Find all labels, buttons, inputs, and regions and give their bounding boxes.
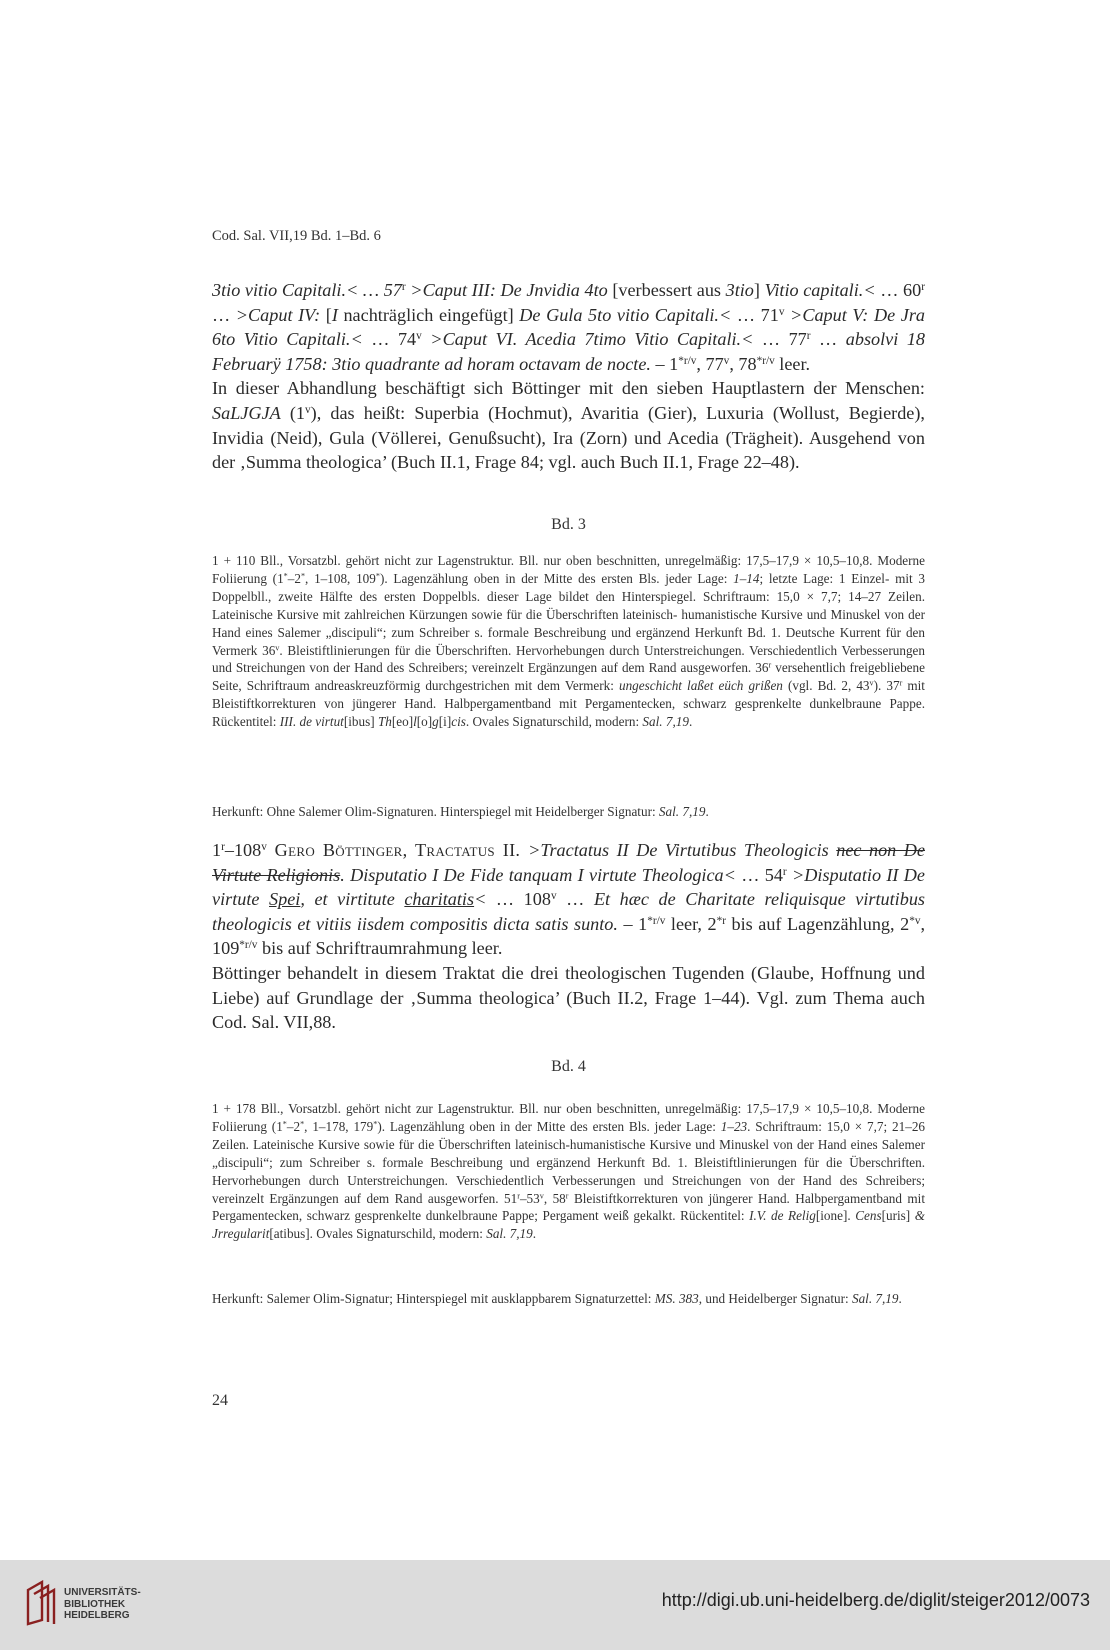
volume-3-incipit-text: 1$^r$–108$^v$ Gero Böttinger, Tractatus II. >Tractatus II De Virtutibus Theologicis nec non De Virtute Religionis. Disputatio I De Fide tanquam I virtute Theologica< … $54^r$ >Disputatio II De virtute Spei, et virtitute charitatis< … 108$^v$ … Et hæc de Charitate reliquisque virtutibus theologicis et vitiis iisdem compositis dicta satis sunto. – $1^{*r/v}$ leer, 2$^{*r}$ bis auf Lagenzählung, 2$^{*v}$, $109^{*r/v}$ bis auf Schriftraumrahmung leer. xyxy=(212,840,926,959)
library-logo-text[interactable]: UNIVERSITÄTS- BIBLIOTHEK HEIDELBERG xyxy=(64,1587,141,1621)
volume-3-heading: Bd. 3 xyxy=(551,516,586,533)
volume-3-content-paragraph xyxy=(212,838,925,1035)
volume-4-description: 1 + 178 Bll., Vorsatzbl. gehört nicht zur Lagenstruktur. Bll. nur oben beschnitten, unregelmäßig: 17,5–17,9 × 10,5–10,8. Moderne Foliierung (1*–2*, 1–178, 179*). Lagenzählung oben in der Mitte des ersten Bls. jeder Lage: 1–23. Schriftraum: 15,0 × 7,7; 21–26 Zeilen. Lateinische Kursive sowie für die Überschriften lateinisch-humanistische Kursive und Minuskel von der Hand eines Salemer „discipuli“; zum Schreiber s. formale Beschreibung und ergänzend Herkunft Bd. 1. Bleistiftlinierungen für die Überschriften. Hervorhebungen durch Unterstreichungen. Verschiedentlich Verbesserungen und Streichungen von der Hand des Schreibers; vereinzelt Ergänzungen auf dem Rand ausgeworfen. 51$^r$–53$^v$, 58$^r$ Bleistiftkorrekturen von jüngerer Hand. Halbpergamentband mit Pergamentecken, schwarz gesprenkelte dunkelbraune Pappe; Pergament weiß gekalkt. Rückentitel: I.V. de Relig[ione]. Cens[uris] & Jrregularit[atibus]. Ovales Signaturschild, modern: Sal. 7,19. xyxy=(212,1101,926,1242)
volume-3-summary-text: Böttinger behandelt in diesem Traktat die drei theologischen Tugenden (Glaube, Hoffnung und Liebe) auf Grundlage der ‚Summa theologica’ (Buch II.2, Frage 1–44). Vgl. zum Thema auch Cod. Sal. VII,88. xyxy=(212,962,925,1033)
volume-2-summary-text: In dieser Abhandlung beschäftigt sich Böttinger mit den sieben Hauptlastern der Menschen: SaLJGJA (1$^v$), das heißt: Superbia (Hochmut), Avaritia (Gier), Luxuria (Wollust, Begierde), Invidia (Neid), Gula (Völlerei, Genußsucht), Ira (Zorn) und Acedia (Trägheit). Ausgehend von der ‚Summa theologica’ (Buch II.1, Frage 84; vgl. auch Buch II.1, Frage 22–48). xyxy=(212,378,925,473)
author-title: Gero Böttinger, Tractatus II. xyxy=(266,840,529,860)
underlined-text: Spei xyxy=(269,889,301,910)
permalink-url[interactable]: http://digi.ub.uni-heidelberg.de/diglit/steiger2012/0073 xyxy=(661,1590,1090,1610)
library-footer-bar xyxy=(0,1560,1110,1650)
volume-2-incipit-text: 3tio vitio Capitali.< … $57^r$ >Caput III: De Jnvidia 4to [verbessert aus 3tio] Vitio capitali.< … 60$^r$ … >Caput IV: [I nachträglich eingefügt] De Gula 5to vitio Capitali.< … $71^v$ >Caput V: De Jra 6to Vitio Capitali.< … $74^v$ >Caput VI. Acedia 7timo Vitio Capitali.< … 77$^r$ … absolvi 18 Februarÿ 1758: 3tio quadrante ad horam octavam de nocte. – $1^{*r/v}$, 77$^v$, $78^{*r/v}$ leer. xyxy=(212,280,926,374)
volume-3-provenance: Herkunft: Ohne Salemer Olim-Signaturen. Hinterspiegel mit Heidelberger Signatur: Sal. 7,19. xyxy=(212,804,709,819)
volume-3-description: 1 + 110 Bll., Vorsatzbl. gehört nicht zur Lagenstruktur. Bll. nur oben beschnitten, unregelmäßig: 17,5–17,9 × 10,5–10,8. Moderne Foliierung (1*–2*, 1–108, 109*). Lagenzählung oben in der Mitte des ersten Bls. jeder Lage: 1–14; letzte Lage: 1 Einzel- mit 3 Doppelbll., zweite Hälfte des ersten Doppelbls. dieser Lage bildet den Hinterspiegel. Schriftraum: 15,0 × 7,7; 14–27 Zeilen. Lateinische Kursive mit zahlreichen Kürzungen sowie für die Überschriften lateinisch- humanistische Kursive und Minuskel von der Hand eines Salemer „discipuli“; zum Schreiber s. formale Beschreibung und ergänzend Herkunft Bd. 1. Deutsche Kurrent für den Vermerk 36$^v$. Bleistiftlinierungen für die Überschriften. Hervorhebungen durch Unterstreichungen. Verschiedentlich Verbesserungen und Streichungen von der Hand des Schreibers; vereinzelt Ergänzungen auf dem Rand ausgeworfen. 36$^r$ versehentlich freigebliebene Seite, Schriftraum andreaskreuzförmig durchgestrichen mit dem Vermerk: ungeschicht laßet eüch grißen (vgl. Bd. 2, 43$^v$). 37$^r$ mit Bleistiftkorrekturen von jüngerer Hand. Halbpergamentband mit Pergamentecken, schwarz gesprenkelte dunkelbraune Pappe. Rückentitel: III. de virtut[ibus] Th[eo]l[o]g[i]cis. Ovales Signaturschild, modern: Sal. 7,19. xyxy=(212,553,926,730)
ub-heidelberg-logo-icon[interactable] xyxy=(24,1580,58,1626)
volume-2-content-paragraph xyxy=(212,278,925,475)
running-head: Cod. Sal. VII,19 Bd. 1–Bd. 6 xyxy=(212,228,381,244)
struck-through-text: nec non De Virtute Religionis xyxy=(212,840,925,885)
page-number: 24 xyxy=(212,1392,228,1409)
volume-4-provenance: Herkunft: Salemer Olim-Signatur; Hinterspiegel mit ausklappbarem Signaturzettel: MS. 383, und Heidelberger Signatur: Sal. 7,19. xyxy=(212,1291,902,1306)
volume-4-heading: Bd. 4 xyxy=(551,1058,586,1075)
underlined-text: charitatis xyxy=(404,889,475,910)
